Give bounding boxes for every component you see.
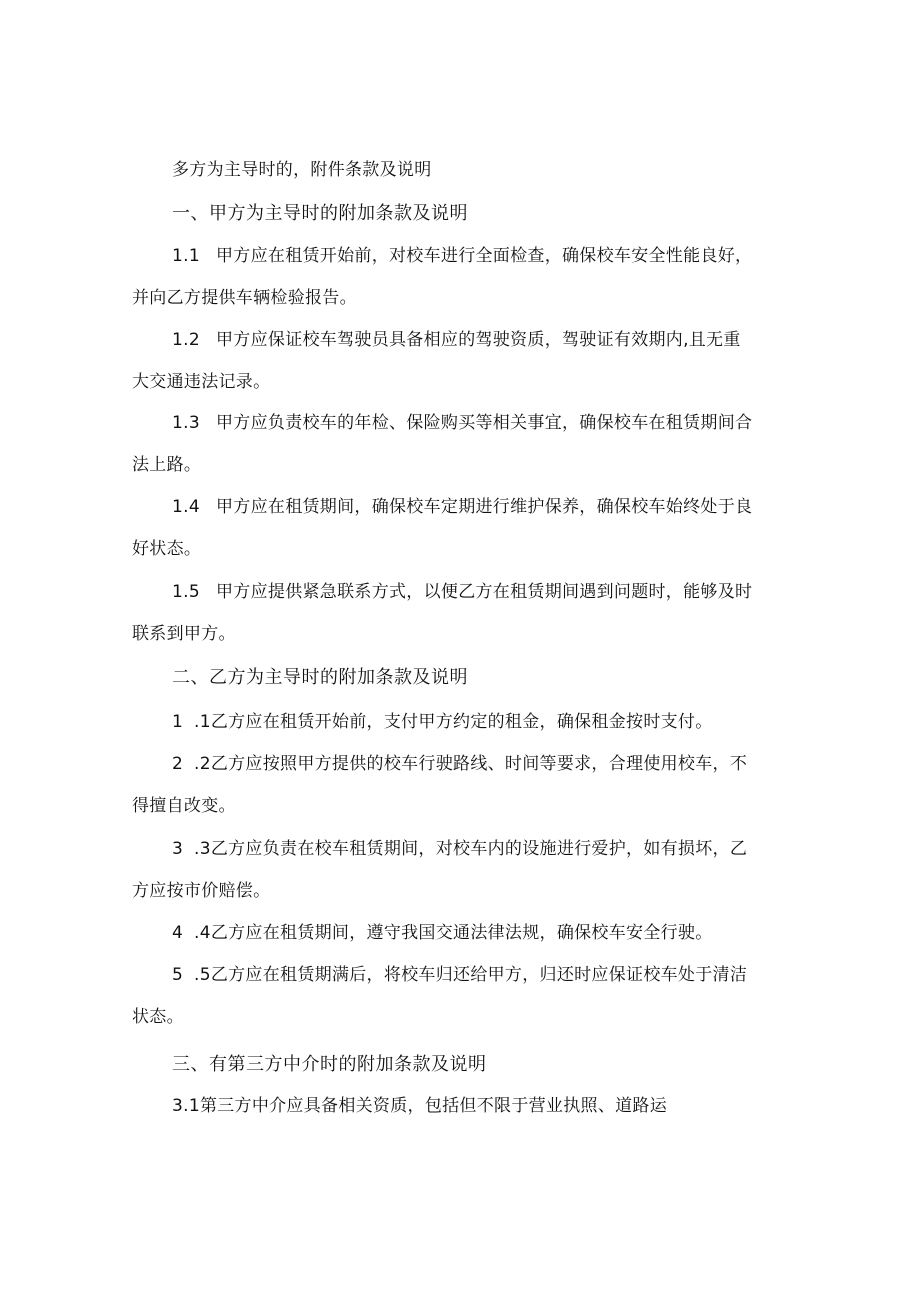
clause-1-2-line2: 大交通违法记录。 — [132, 372, 271, 392]
clause-2-3-line1 — [172, 837, 747, 861]
clause-2-4-line1 — [172, 921, 713, 945]
clause-number: 1.3 — [172, 413, 200, 433]
clause-1-3-line1 — [172, 411, 792, 435]
clause-number: 1 — [172, 712, 184, 732]
clause-number: 1.1 — [172, 246, 200, 266]
section-3-heading: 三、有第三方中介时的附加条款及说明 — [172, 1054, 487, 1075]
clause-1-3-line2: 法上路。 — [132, 455, 202, 475]
clause-number: 2 — [172, 754, 184, 774]
clause-number: 1.4 — [172, 497, 200, 517]
clause-2-1-line1 — [172, 710, 713, 734]
document-intro: 多方为主导时的，附件条款及说明 — [172, 160, 432, 180]
section-1-heading: 一、甲方为主导时的附加条款及说明 — [172, 203, 468, 224]
clause-1-4-line2: 好状态。 — [132, 539, 202, 559]
clause-text: .2乙方应按照甲方提供的校车行驶路线、时间等要求，合理使用校车，不 — [194, 754, 748, 774]
clause-number: 3.1 — [172, 1096, 200, 1116]
clause-1-5-line2: 联系到甲方。 — [132, 624, 236, 644]
clause-number: 1.5 — [172, 582, 200, 602]
clause-text: 甲方应在租赁开始前，对校车进行全面检查，确保校车安全性能良好， — [216, 246, 753, 266]
clause-2-2-line2: 得擅自改变。 — [132, 796, 236, 816]
clause-number: 3 — [172, 839, 184, 859]
clause-number: 1.2 — [172, 330, 200, 350]
clause-text: 甲方应保证校车驾驶员具备相应的驾驶资质，驾驶证有效期内,且无重 — [216, 330, 741, 350]
clause-1-1-line2: 并向乙方提供车辆检验报告。 — [132, 288, 357, 308]
clause-number: 5 — [172, 965, 184, 985]
clause-1-5-line1 — [172, 580, 792, 604]
clause-1-4-line1 — [172, 495, 792, 519]
clause-text: 第三方中介应具备相关资质，包括但不限于营业执照、道路运 — [199, 1096, 668, 1116]
clause-text: 甲方应负责校车的年检、保险购买等相关事宜，确保校车在租赁期间合 — [216, 413, 753, 433]
clause-number: 4 — [172, 923, 184, 943]
clause-text: 甲方应提供紧急联系方式，以便乙方在租赁期间遇到问题时，能够及时 — [216, 582, 753, 602]
clause-1-1-line1 — [172, 244, 792, 268]
clause-2-5-line2: 状态。 — [132, 1007, 184, 1027]
clause-text: .1乙方应在租赁开始前，支付甲方约定的租金，确保租金按时支付。 — [194, 712, 713, 732]
clause-3-1-line1 — [172, 1094, 667, 1118]
clause-text: .5乙方应在租赁期满后，将校车归还给甲方，归还时应保证校车处于清洁 — [194, 965, 748, 985]
clause-2-2-line1 — [172, 752, 747, 776]
clause-text: .3乙方应负责在校车租赁期间，对校车内的设施进行爱护，如有损坏，乙 — [194, 839, 748, 859]
section-2-heading: 二、乙方为主导时的附加条款及说明 — [172, 667, 468, 688]
clause-1-2-line1 — [172, 328, 792, 352]
clause-text: .4乙方应在租赁期间，遵守我国交通法律法规，确保校车安全行驶。 — [194, 923, 713, 943]
clause-2-3-line2: 方应按市价赔偿。 — [132, 881, 271, 901]
clause-2-5-line1 — [172, 963, 747, 987]
clause-text: 甲方应在租赁期间，确保校车定期进行维护保养，确保校车始终处于良 — [216, 497, 753, 517]
